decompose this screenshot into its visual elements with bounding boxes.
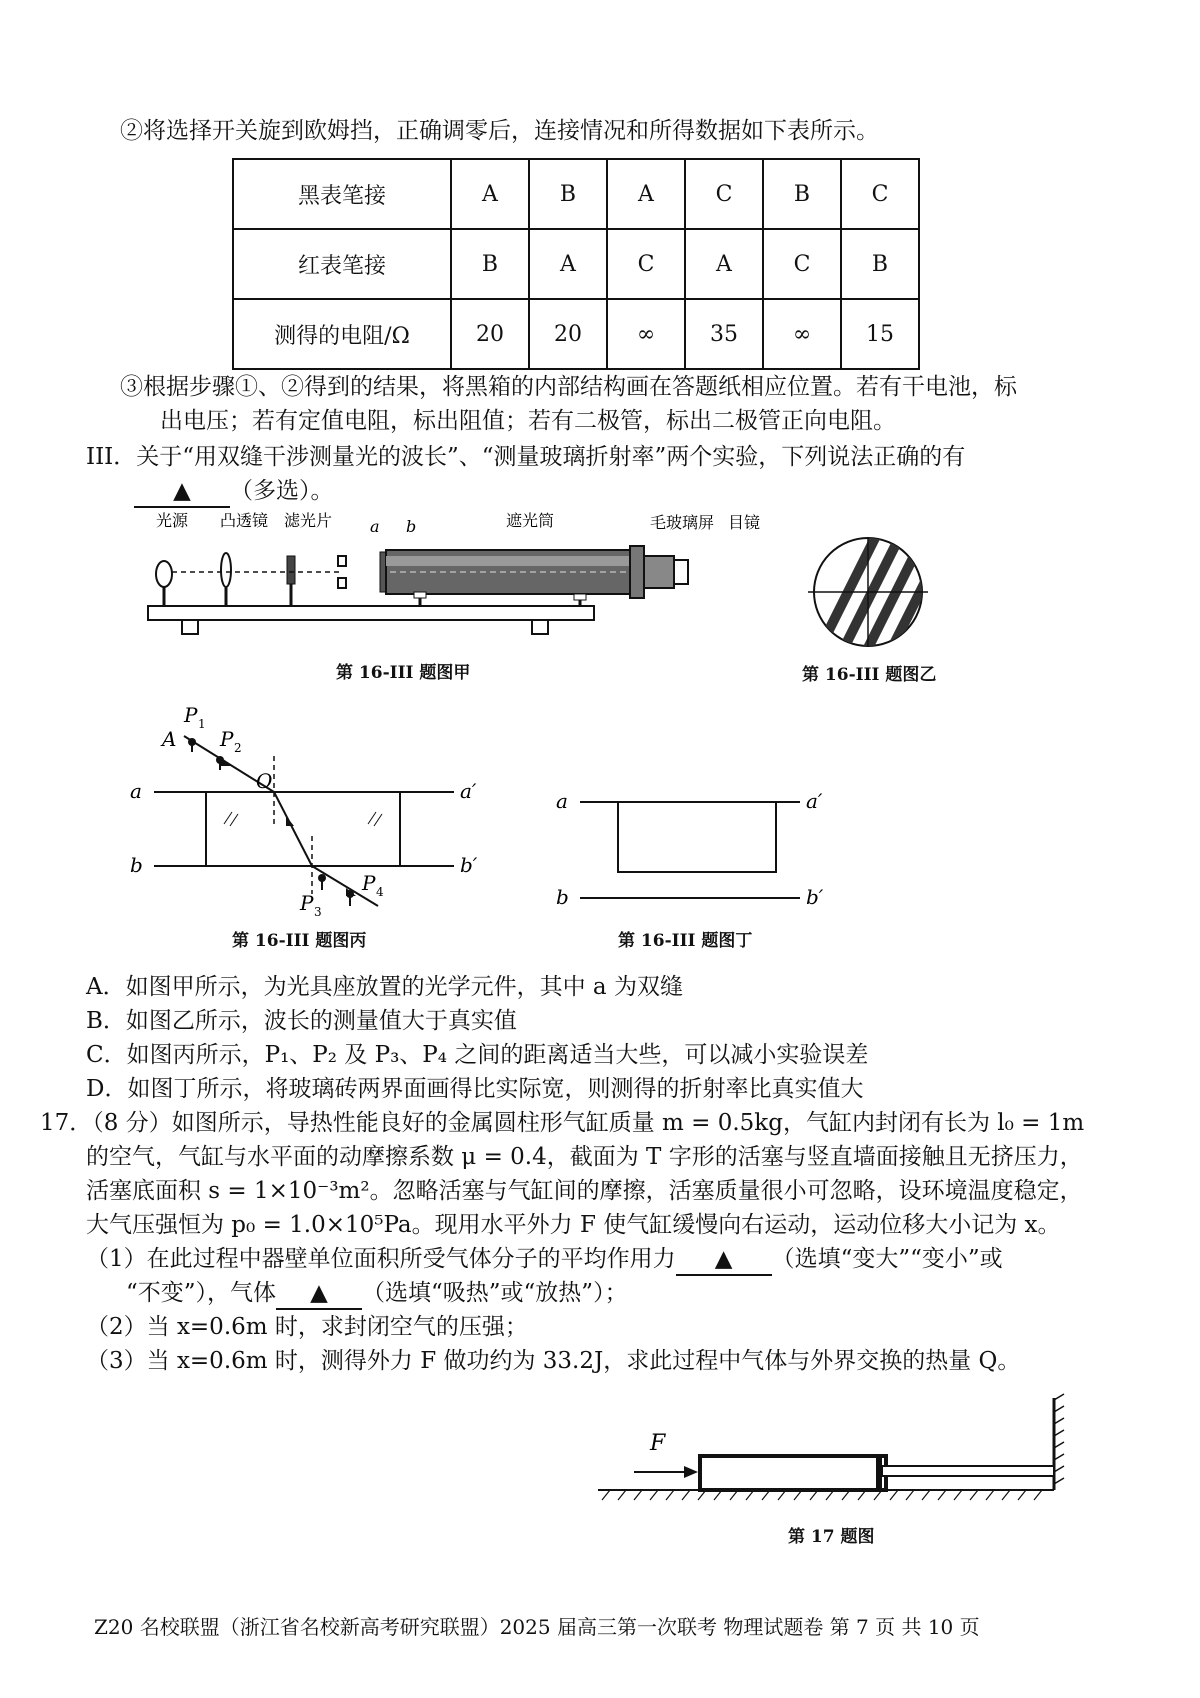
q17-sub3: （3）当 x=0.6m 时，测得外力 F 做功约为 33.2J，求此过程中气体与外界交换的热量 Q。 [86,1348,1021,1374]
sub1-text: （1）在此过程中器壁单位面积所受气体分子的平均作用力 [86,1246,676,1272]
answer-blank: ▲ [676,1244,772,1276]
row-label: 测得的电阻/Ω [233,299,451,369]
q17-sub1-cont [126,1278,628,1310]
P3-sub: 3 [314,905,322,919]
measurement-table [232,158,920,370]
table-cell: ∞ [607,299,685,369]
q17-line4: 大气压强恒为 p₀ = 1.0×10⁵Pa。现用水平外力 F 使气缸缓慢向右运动，运动位移大小记为 x。 [86,1212,1061,1238]
bench-foot [182,620,198,634]
light-ray [184,736,378,906]
table-cell: C [685,159,763,229]
row-label: 黑表笔接 [233,159,451,229]
fig-bing-caption: 第 16-III 题图丙 [232,931,367,951]
option-b: B．如图乙所示，波长的测量值大于真实值 [86,1008,517,1034]
fig-ding-caption: 第 16-III 题图丁 [618,931,753,951]
filter-icon [287,556,295,584]
screen-label: 毛玻璃屏 [650,513,715,532]
answer-blank: ▲ [276,1278,362,1310]
b-label: b [556,885,569,909]
q3-suffix: （多选）。 [230,478,334,504]
table-cell: B [451,229,529,299]
optical-bench-figure [140,506,780,651]
q3-stem: III．关于“用双缝干涉测量光的波长”、“测量玻璃折射率”两个实验，下列说法正确的有 [86,444,966,470]
q17-line2: 的空气，气缸与水平面的动摩擦系数 μ = 0.4，截面为 T 字形的活塞与竖直墙面接触且无挤压力， [86,1144,1083,1170]
a-label: a [130,779,142,803]
refraction-figure [124,694,494,920]
glass-block [206,792,400,866]
b-label: b [130,853,143,877]
glass-block [618,802,776,872]
table-cell: 15 [841,299,919,369]
table-cell: ∞ [763,299,841,369]
P3-label: P [300,891,314,915]
a-prime-label: a′ [460,779,477,803]
light-source-icon [156,561,172,587]
P1-sub: 1 [198,717,206,731]
P2-label: P [220,727,234,751]
eyepiece-label: 目镜 [728,513,761,532]
ground-glass-screen-icon [630,546,644,598]
option-d: D．如图丁所示，将玻璃砖两界面画得比实际宽，则测得的折射率比真实值大 [86,1076,864,1102]
tube-label: 遮光筒 [506,511,555,530]
table-cell: A [607,159,685,229]
step3-line2: 出电压；若有定值电阻，标出阻值；若有二极管，标出二极管正向电阻。 [160,408,896,434]
step2-text: ②将选择开关旋到欧姆挡，正确调零后，连接情况和所得数据如下表所示。 [120,118,879,144]
q17-sub2: （2）当 x=0.6m 时，求封闭空气的压强； [86,1314,528,1340]
force-label: F [650,1431,666,1456]
table-row [233,159,919,229]
b-prime-label: b′ [806,885,824,909]
step3-line1: ③根据步骤①、②得到的结果，将黑箱的内部结构画在答题纸相应位置。若有干电池，标 [120,374,1017,400]
table-cell: C [841,159,919,229]
P4-label: P [362,871,376,895]
table-cell: A [529,229,607,299]
answer-blank: ▲ [134,476,230,508]
table-cell: B [763,159,841,229]
q17-line3: 活塞底面积 s = 1×10⁻³m²。忽略活塞与气缸间的摩擦，活塞质量很小可忽略，设环境温度稳定， [86,1178,1083,1204]
page-footer: Z20 名校联盟（浙江省名校新高考研究联盟）2025 届高三第一次联考 物理试题卷 第 7 页 共 10 页 [94,1615,980,1639]
table-cell: 35 [685,299,763,369]
table-row [233,299,919,369]
q17-line1: 17．（8 分）如图所示，导热性能良好的金属圆柱形气缸质量 m = 0.5kg，气缸内封闭有长为 l₀ = 1m [40,1110,1085,1136]
fig-jia-caption: 第 16-III 题图甲 [336,663,471,683]
option-c: C．如图丙所示，P₁、P₂ 及 P₃、P₄ 之间的距离适当大些，可以减小实验误差 [86,1042,869,1068]
table-cell: C [763,229,841,299]
bench-rail [148,606,594,620]
bench-foot [532,620,548,634]
table-cell: 20 [529,299,607,369]
piston-rod [882,1466,1054,1476]
cylinder [700,1456,886,1490]
sub1-text-3: “不变”），气体 [126,1280,277,1306]
a-label: a [370,517,380,536]
q17-sub1 [86,1244,1003,1276]
P1-label: P [184,703,198,727]
table-cell: 20 [451,299,529,369]
table-cell: B [529,159,607,229]
sub1-text-2: （选填“变大”“变小”或 [771,1246,1003,1272]
b-prime-label: b′ [460,853,478,877]
a-prime-label: a′ [806,789,823,813]
lens-label: 凸透镜 [220,511,269,530]
sub1-text-4: （选填“吸热”或“放热”）； [362,1280,628,1306]
row-label: 红表笔接 [233,229,451,299]
single-slit-icon [338,556,346,566]
a-label: a [556,789,568,813]
table-cell: A [685,229,763,299]
table-cell: B [841,229,919,299]
cylinder-figure [590,1390,1070,1520]
q3-answer-line [134,476,334,508]
b-label: b [406,517,417,536]
P2-sub: 2 [234,741,242,755]
filter-label: 滤光片 [284,511,333,530]
fig-yi-caption: 第 16-III 题图乙 [802,665,937,685]
interference-pattern-figure [808,532,928,652]
arrow-icon [684,1466,698,1478]
option-a: A．如图甲所示，为光具座放置的光学元件，其中 a 为双缝 [86,974,683,1000]
table-row [233,229,919,299]
fig17-caption: 第 17 题图 [788,1527,875,1547]
O-label: O [256,769,273,793]
light-source-label: 光源 [156,511,189,530]
lens-icon [221,553,231,587]
eyepiece-icon [674,560,688,584]
glass-block-boundaries-figure [550,780,850,920]
A-label: A [162,727,177,751]
table-cell: C [607,229,685,299]
P4-sub: 4 [376,885,384,899]
table-cell: A [451,159,529,229]
